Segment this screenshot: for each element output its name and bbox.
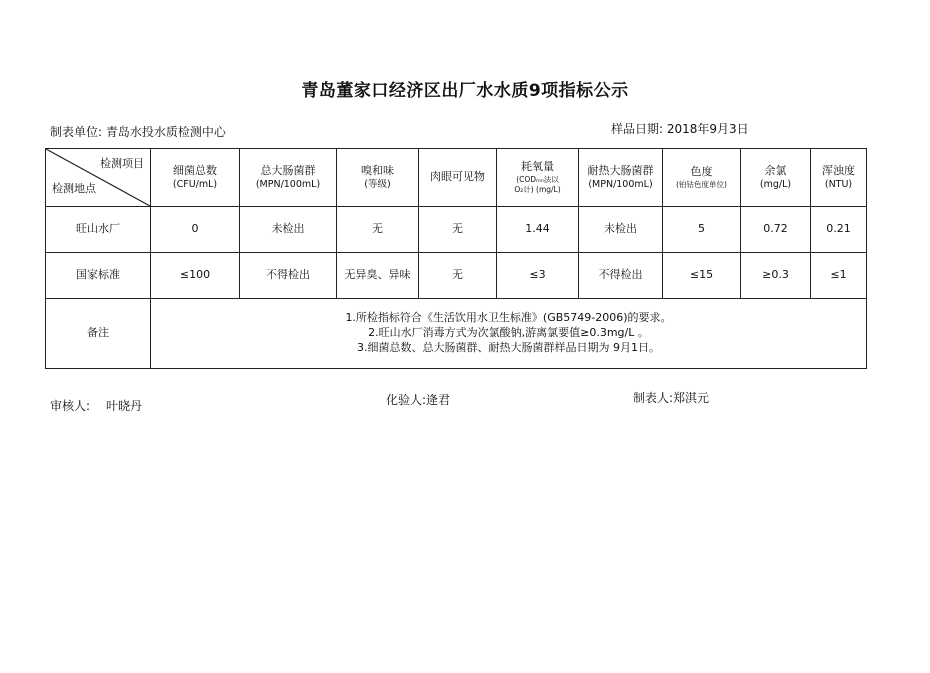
header-sub: (NTU) [824,178,853,190]
header-main: 色度 [690,165,713,179]
notes-cell [151,299,867,369]
maker-line [633,389,709,406]
notes-row [46,299,867,369]
table-cell: 无 [337,207,419,253]
maker-name: 郑淇元 [673,391,710,405]
header-sub2: O₂计) (mg/L) [514,184,561,194]
header-main: 浑浊度 [822,163,855,177]
corner-bottom-label: 检测地点 [52,182,96,196]
row-label: 旺山水厂 [46,207,151,253]
maker-label: 制表人: [633,391,674,405]
header-cell [240,149,337,207]
header-sub: (CFU/mL) [172,178,218,190]
header-main: 嗅和味 [361,163,394,177]
table-cell: 0 [151,207,240,253]
header-cell [663,149,741,207]
note-line: 2.旺山水厂消毒方式为次氯酸钠,游离氯要值≥0.3mg/L 。 [368,326,649,340]
date-value: 2018年9月3日 [666,122,749,136]
header-sub: (mg/L) [759,178,792,190]
table-cell: 1.44 [497,207,579,253]
header-main: 肉眼可见物 [430,170,485,184]
table-cell: 5 [663,207,741,253]
tester-name: 逄君 [426,393,451,407]
unit-value: 青岛水投水质检测中心 [105,125,226,139]
reviewer-line [50,397,142,414]
tester-line [386,391,450,408]
table-cell: 无异臭、异味 [337,253,419,299]
table-cell: ≤15 [663,253,741,299]
page-title: 青岛董家口经济区出厂水水质9项指标公示 [301,81,629,101]
header-main: 耗氧量 [521,159,554,173]
reviewer-name: 叶晓丹 [106,399,143,413]
unit-line [50,123,226,140]
header-cell [741,149,811,207]
date-line [611,120,749,137]
header-cell [419,149,497,207]
date-label: 样品日期: [611,122,664,136]
header-cell [337,149,419,207]
header-sub: (铂钴色度单位) [676,179,727,189]
table-cell: 0.21 [811,207,867,253]
header-sub: (MPN/100mL) [588,178,653,190]
row-label: 国家标准 [46,253,151,299]
header-sub: (MPN/100mL) [255,178,321,190]
header-main: 细菌总数 [173,163,217,177]
header-cell [497,149,579,207]
header-cell [579,149,663,207]
table-cell: 不得检出 [579,253,663,299]
unit-label: 制表单位: [50,125,103,139]
note-line: 3.细菌总数、总大肠菌群、耐热大肠菌群样品日期为 9月1日。 [357,340,660,354]
table-cell: 无 [419,253,497,299]
header-sub: (等级) [364,178,391,190]
table-cell: 未检出 [240,207,337,253]
corner-cell [46,149,151,207]
table-cell: 无 [419,207,497,253]
header-sub: (CODₘₙ法以 [516,174,559,184]
table-row [46,253,867,299]
table-row [46,207,867,253]
note-line: 1.所检指标符合《生活饮用水卫生标准》(GB5749-2006)的要求。 [345,311,672,325]
header-row [46,149,867,207]
header-cell [151,149,240,207]
water-quality-table [45,148,867,369]
table-cell: ≥0.3 [741,253,811,299]
notes-label: 备注 [46,299,151,369]
corner-top-label: 检测项目 [100,157,144,170]
header-cell [811,149,867,207]
table-cell: ≤1 [811,253,867,299]
table-cell: 0.72 [741,207,811,253]
header-main: 总大肠菌群 [260,163,316,177]
table-cell: ≤3 [497,253,579,299]
table-cell: ≤100 [151,253,240,299]
header-main: 余氯 [764,163,787,177]
tester-label: 化验人: [386,393,427,407]
header-main: 耐热大肠菌群 [587,163,654,177]
reviewer-label: 审核人: [50,399,91,413]
table-cell: 未检出 [579,207,663,253]
table-cell: 不得检出 [240,253,337,299]
